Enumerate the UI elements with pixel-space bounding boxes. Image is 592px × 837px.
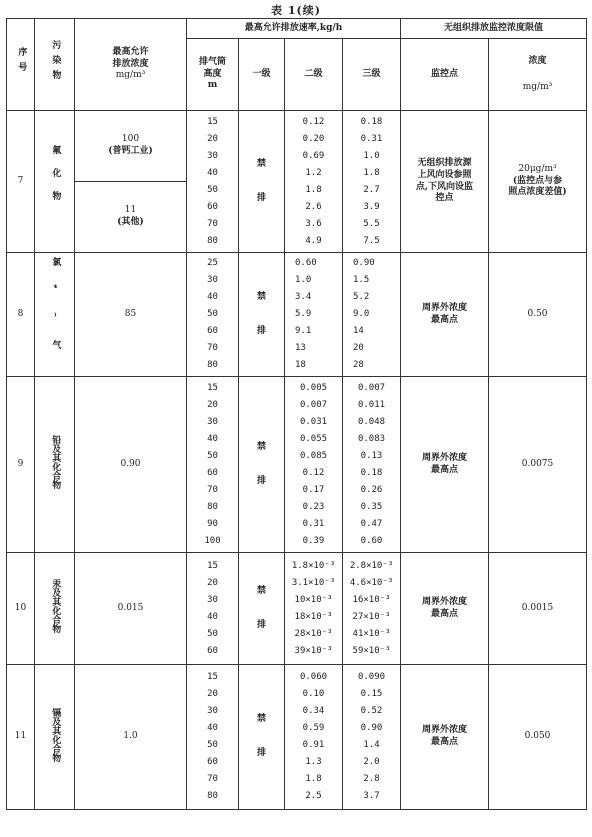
row-max-conc: 0.015 — [75, 553, 187, 665]
row-pollutant: 镉及其化合物 — [35, 665, 75, 810]
row-level2: 0.60 1.0 3.4 5.9 9.1 13 18 — [285, 253, 343, 377]
row-level2: 0.005 0.007 0.031 0.055 0.085 0.12 0.17 0.23 0.31 0.39 — [285, 377, 343, 553]
table-title: 表 1(续) — [271, 4, 321, 17]
row-level2: 0.060 0.10 0.34 0.59 0.91 1.3 1.8 2.5 — [285, 665, 343, 810]
header-unorg-group: 无组织排放监控浓度限值 — [401, 19, 587, 39]
header-level3: 三级 — [343, 39, 401, 111]
row-heights: 25 30 40 50 60 70 80 — [187, 253, 239, 377]
header-stack-height: 排气筒 高度 m — [187, 39, 239, 111]
row-level1: 禁 排 — [239, 111, 285, 253]
row-level3: 2.8×10⁻³ 4.6×10⁻³ 16×10⁻³ 27×10⁻³ 41×10⁻³ 59×10⁻³ — [343, 553, 401, 665]
header-level2: 二级 — [285, 39, 343, 111]
table-row — [7, 553, 587, 665]
table-row — [7, 665, 587, 810]
header-rate-group: 最高允许排放速率,kg/h — [187, 19, 401, 39]
row-level1: 禁 排 — [239, 253, 285, 377]
row-monitor-point: 周界外浓度 最高点 — [401, 553, 489, 665]
table-row — [7, 253, 587, 377]
row-level3: 0.007 0.011 0.048 0.083 0.13 0.18 0.26 0.35 0.47 0.60 — [343, 377, 401, 553]
row-max-conc: 85 — [75, 253, 187, 377]
row-monitor-point: 无组织排放源 上风向设参照 点,下风向设监 控点 — [401, 111, 489, 253]
row-seq: 11 — [7, 665, 35, 810]
row-limit: 20μg/m³ (监控点与参 照点浓度差值) — [489, 111, 587, 253]
row-pollutant: 氟化物 — [35, 111, 75, 253]
row-level2: 1.8×10⁻³ 3.1×10⁻³ 10×10⁻³ 18×10⁻³ 28×10⁻³ 39×10⁻³ — [285, 553, 343, 665]
row-limit: 0.050 — [489, 665, 587, 810]
row-limit: 0.0075 — [489, 377, 587, 553]
row-level2: 0.12 0.20 0.69 1.2 1.8 2.6 3.6 4.9 — [285, 111, 343, 253]
header-level1: 一级 — [239, 39, 285, 111]
row-pollutant: 氯⁴⁾气 — [35, 253, 75, 377]
row-level3: 0.090 0.15 0.52 0.90 1.4 2.0 2.8 3.7 — [343, 665, 401, 810]
table-row — [7, 377, 587, 553]
row-max-conc: 100 (普钙工业) 11 (其他) — [75, 111, 187, 253]
row-heights: 15 20 30 40 50 60 — [187, 553, 239, 665]
header-pollutant: 污染物 — [35, 19, 75, 111]
row-pollutant: 铅及其化合物 — [35, 377, 75, 553]
row-limit: 0.50 — [489, 253, 587, 377]
row-max-conc: 1.0 — [75, 665, 187, 810]
table-row — [7, 111, 587, 253]
header-max-conc: 最高允许 排放浓度 mg/m³ — [75, 19, 187, 111]
row-heights: 15 20 30 40 50 60 70 80 90 100 — [187, 377, 239, 553]
row-level1: 禁 排 — [239, 665, 285, 810]
emission-standards-table — [6, 18, 587, 810]
header-concentration: 浓度 mg/m³ — [489, 39, 587, 111]
row-level1: 禁 排 — [239, 377, 285, 553]
row-level1: 禁 排 — [239, 553, 285, 665]
row-monitor-point: 周界外浓度 最高点 — [401, 253, 489, 377]
row-seq: 8 — [7, 253, 35, 377]
row-level3: 0.90 1.5 5.2 9.0 14 20 28 — [343, 253, 401, 377]
row-limit: 0.0015 — [489, 553, 587, 665]
row-heights: 15 20 30 40 50 60 70 80 — [187, 111, 239, 253]
row-monitor-point: 周界外浓度 最高点 — [401, 665, 489, 810]
row-level3: 0.18 0.31 1.0 1.8 2.7 3.9 5.5 7.5 — [343, 111, 401, 253]
row-pollutant: 汞及其化合物 — [35, 553, 75, 665]
row-seq: 9 — [7, 377, 35, 553]
row-heights: 15 20 30 40 50 60 70 80 — [187, 665, 239, 810]
header-monitor-point: 监控点 — [401, 39, 489, 111]
row-max-conc: 0.90 — [75, 377, 187, 553]
row-seq: 10 — [7, 553, 35, 665]
row-seq: 7 — [7, 111, 35, 253]
row-monitor-point: 周界外浓度 最高点 — [401, 377, 489, 553]
header-seq: 序号 — [7, 19, 35, 111]
